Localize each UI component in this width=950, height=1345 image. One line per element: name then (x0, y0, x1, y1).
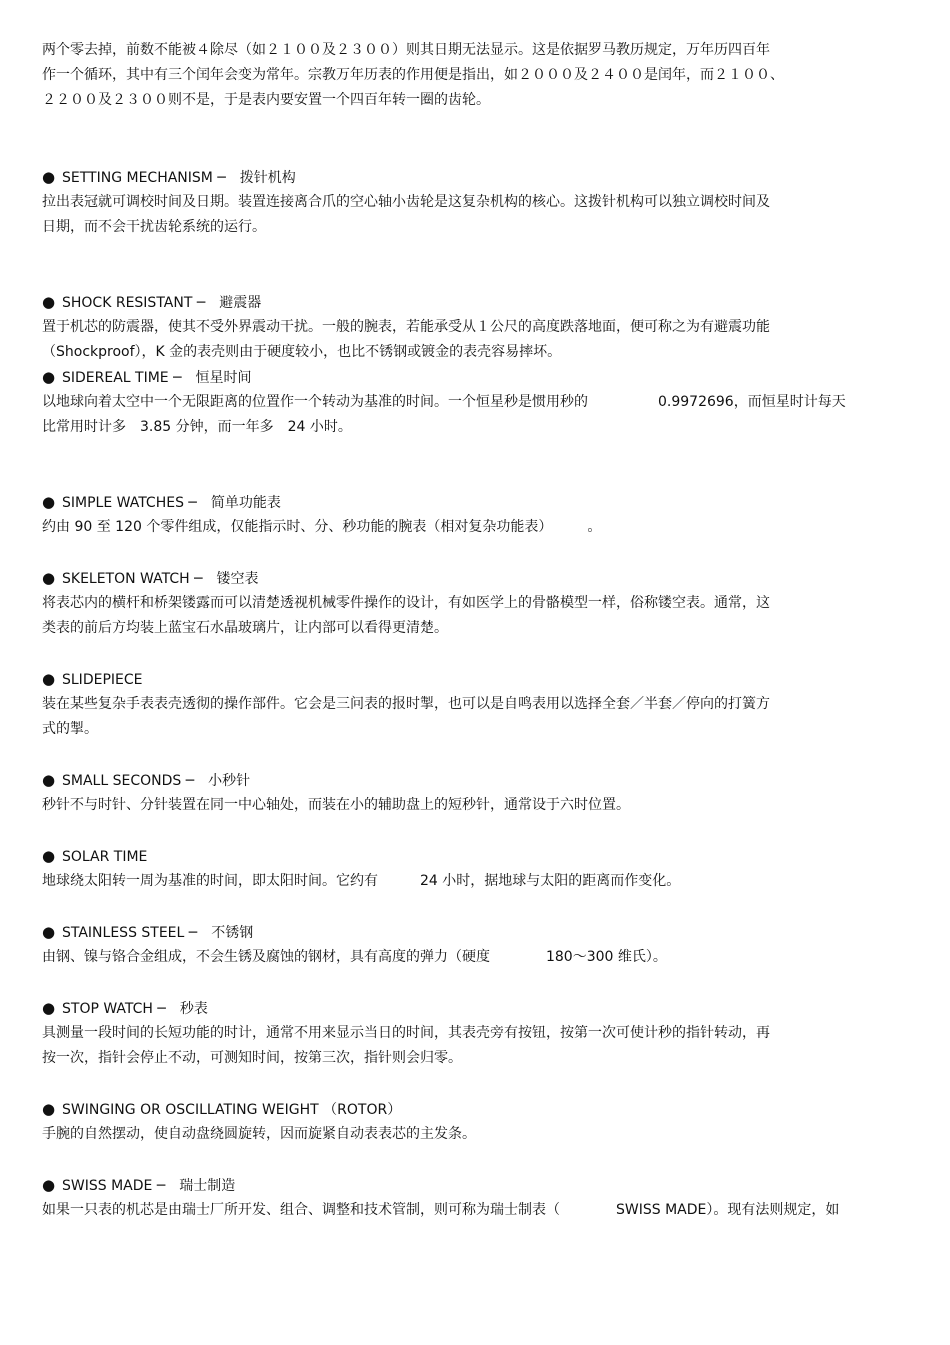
entry-heading (42, 365, 912, 390)
entry-title: SOLAR TIME (62, 849, 148, 865)
entry-title: STAINLESS STEEL ─ 不锈钢 (62, 925, 254, 941)
document-page (42, 38, 912, 1223)
bullet-icon: ● (42, 1176, 56, 1194)
entry-heading (42, 920, 912, 945)
bullet-icon: ● (42, 847, 56, 865)
entry-title: SETTING MECHANISM ─ 拨针机构 (62, 170, 296, 186)
bullet-icon: ● (42, 168, 56, 186)
entry-heading (42, 566, 912, 591)
bullet-icon: ● (42, 999, 56, 1017)
bullet-icon: ● (42, 368, 56, 386)
glossary-entry-swinging-weight (42, 1097, 912, 1147)
entry-text-line: 将表芯内的横杆和桥架镂露而可以清楚透视机械零件操作的设计，有如医学上的骨骼模型一样，俗称镂空表。通常，这 (42, 595, 770, 611)
entry-heading (42, 996, 912, 1021)
entry-heading (42, 290, 912, 315)
entry-text-line: 秒针不与时针、分针装置在同一中心轴处，而装在小的辅助盘上的短秒针，通常设于六时位置。 (42, 797, 630, 813)
intro-line: 两个零去掉，前数不能被４除尽（如２１００及２３００）则其日期无法显示。这是依据罗马教历规定，万年历四百年 (42, 42, 770, 58)
glossary-entry-skeleton-watch (42, 566, 912, 641)
entry-text-line: 手腕的自然摆动，使自动盘绕圆旋转，因而旋紧自动表表芯的主发条。 (42, 1126, 476, 1142)
glossary-entry-slidepiece (42, 667, 912, 742)
entry-text-line: （Shockproof），K 金的表壳则由于硬度较小，也比不锈钢或镀金的表壳容易摔坏。 (42, 344, 562, 360)
bullet-icon: ● (42, 670, 56, 688)
entry-text-line: 拉出表冠就可调校时间及日期。装置连接离合爪的空心轴小齿轮是这复杂机构的核心。这拨针机构可以独立调校时间及 (42, 194, 770, 210)
glossary-entry-solar-time (42, 844, 912, 894)
entry-title: SLIDEPIECE (62, 672, 143, 688)
entry-text-line: 约由 90 至 120 个零件组成，仅能指示时、分、秒功能的腕表（相对复杂功能表） 。 (42, 519, 602, 535)
intro-line: 作一个循环，其中有三个闰年会变为常年。宗教万年历表的作用便是指出，如２０００及２４００是闰年，而２１００、 (42, 67, 784, 83)
entry-heading (42, 1097, 912, 1122)
entry-title: STOP WATCH ─ 秒表 (62, 1001, 208, 1017)
bullet-icon: ● (42, 923, 56, 941)
glossary-entry-shock-resistant (42, 290, 912, 365)
entry-heading (42, 844, 912, 869)
entry-text-line: 具测量一段时间的长短功能的时计，通常不用来显示当日的时间，其表壳旁有按钮，按第一次可使计秒的指针转动，再 (42, 1025, 770, 1041)
bullet-icon: ● (42, 293, 56, 311)
entry-heading (42, 490, 912, 515)
entry-title: SWINGING OR OSCILLATING WEIGHT （ROTOR） (62, 1102, 402, 1118)
entry-text-line: 由钢、镍与铬合金组成，不会生锈及腐蚀的钢材，具有高度的弹力（硬度 180～300 维氏）。 (42, 949, 667, 965)
intro-paragraph (42, 38, 912, 113)
intro-line: ２２００及２３００则不是，于是表内要安置一个四百年转一圈的齿轮。 (42, 92, 490, 108)
entry-text-line: 按一次，指针会停止不动，可测知时间，按第三次，指针则会归零。 (42, 1050, 462, 1066)
glossary-entry-swiss-made (42, 1173, 912, 1223)
entry-heading (42, 1173, 912, 1198)
entry-text-line: 比常用时计多 3.85 分钟，而一年多 24 小时。 (42, 419, 352, 435)
glossary-entry-small-seconds (42, 768, 912, 818)
entry-heading (42, 667, 912, 692)
entry-heading (42, 165, 912, 190)
entry-text-line: 置于机芯的防震器，使其不受外界震动干扰。一般的腕表，若能承受从１公尺的高度跌落地面，便可称之为有避震功能 (42, 319, 770, 335)
entry-title: SIDEREAL TIME ─ 恒星时间 (62, 370, 252, 386)
entry-title: SIMPLE WATCHES ─ 简单功能表 (62, 495, 281, 511)
entry-title: SHOCK RESISTANT ─ 避震器 (62, 295, 262, 311)
entry-text-line: 装在某些复杂手表表壳透彻的操作部件。它会是三问表的报时掣，也可以是自鸣表用以选择全套／半套／停向的打簧方 (42, 696, 770, 712)
glossary-entry-stop-watch (42, 996, 912, 1071)
entry-heading (42, 768, 912, 793)
glossary-entry-stainless-steel (42, 920, 912, 970)
entry-text-line: 地球绕太阳转一周为基准的时间，即太阳时间。它约有 24 小时，据地球与太阳的距离而作变化。 (42, 873, 681, 889)
entry-title: SMALL SECONDS ─ 小秒针 (62, 773, 251, 789)
glossary-entry-sidereal-time (42, 365, 912, 440)
entry-text-line: 如果一只表的机芯是由瑞士厂所开发、组合、调整和技术管制，则可称为瑞士制表（ SWISS MADE）。现有法则规定，如 (42, 1202, 840, 1218)
entry-title: SWISS MADE ─ 瑞士制造 (62, 1178, 236, 1194)
entry-title: SKELETON WATCH ─ 镂空表 (62, 571, 259, 587)
bullet-icon: ● (42, 1100, 56, 1118)
glossary-entry-simple-watches (42, 490, 912, 540)
bullet-icon: ● (42, 771, 56, 789)
entry-text-line: 日期，而不会干扰齿轮系统的运行。 (42, 219, 266, 235)
entry-text-line: 式的掣。 (42, 721, 98, 737)
bullet-icon: ● (42, 493, 56, 511)
glossary-entry-setting-mechanism (42, 165, 912, 240)
entry-text-line: 以地球向着太空中一个无限距离的位置作一个转动为基准的时间。一个恒星秒是惯用秒的 0.9972696，而恒星时计每天 (42, 394, 846, 410)
bullet-icon: ● (42, 569, 56, 587)
entry-text-line: 类表的前后方均装上蓝宝石水晶玻璃片，让内部可以看得更清楚。 (42, 620, 448, 636)
